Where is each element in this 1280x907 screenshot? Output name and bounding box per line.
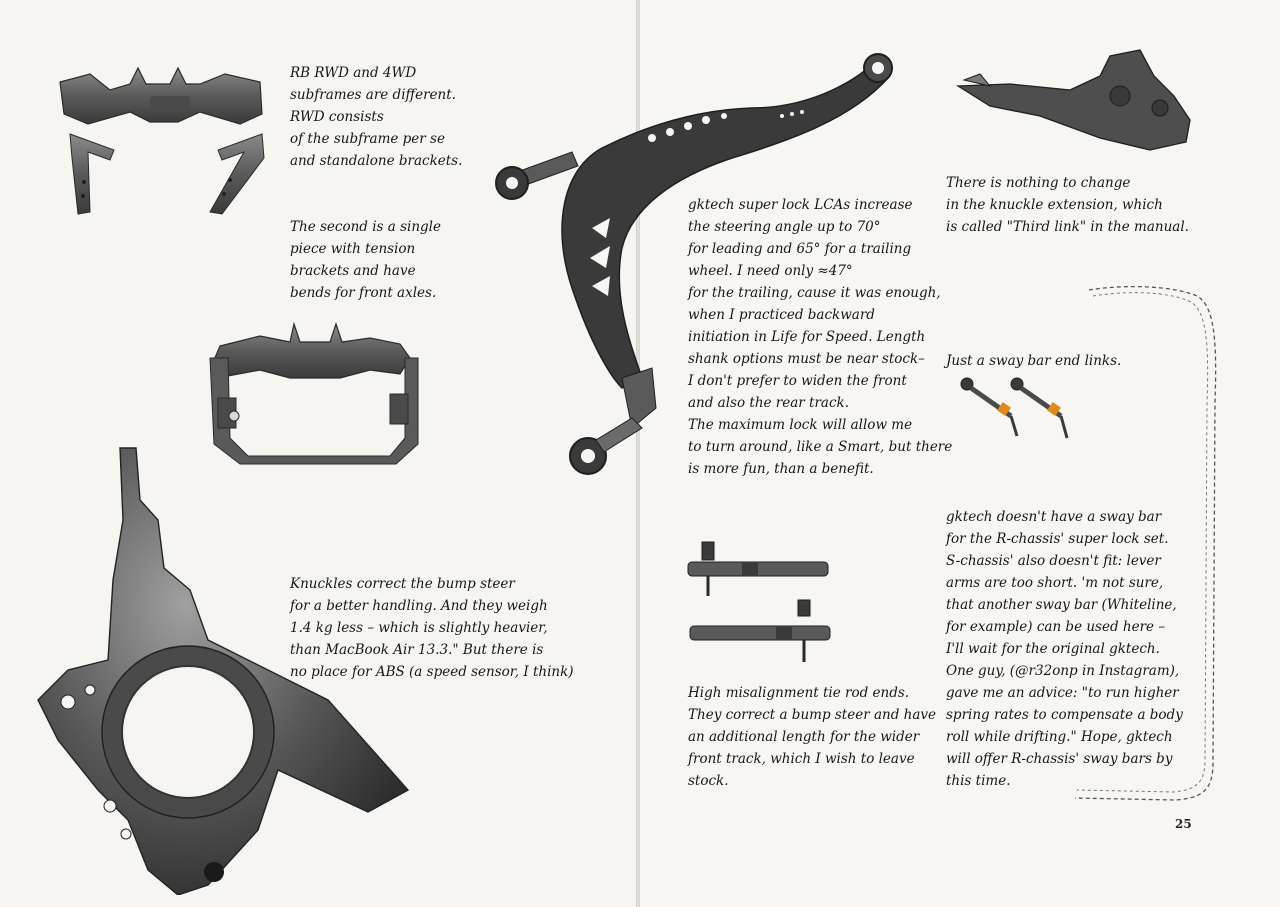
tie-rods-text: High misalignment tie rod ends. They correct a bump steer and have an additional length for the wider front track, which I wish to leave stock. bbox=[688, 685, 936, 789]
knuckle-extension-text: There is nothing to change in the knuckle extension, which is called "Third link" in the manual. bbox=[946, 175, 1189, 235]
second-subframe-text: The second is a single piece with tension brackets and have bends for front axles. bbox=[290, 219, 441, 301]
subframes-text: RB RWD and 4WD subframes are different. RWD consists of the subframe per se and standalone brackets. bbox=[290, 65, 463, 169]
rwd-subframe-icon bbox=[50, 62, 280, 222]
sway-links-text: Just a sway bar end links. bbox=[946, 353, 1122, 369]
tie-rod-ends-icon bbox=[686, 538, 836, 668]
missing-sway-bar-outline bbox=[1065, 282, 1230, 807]
sway-bar-text: gktech doesn't have a sway bar for the R-chassis' super lock set. S-chassis' also doesn't fit: lever arms are too short. 'm not sure, that another sway bar (Whiteline, for example) can be used here – I'll wait for the original gktech. One guy, (@r32onp in Instagram), gave me an advice: "to run higher spring rates to compensate a body roll while drifting." Hope, gktech will offer R-chassis' sway bars by this time. bbox=[946, 509, 1183, 789]
knuckles-text: Knuckles correct the bump steer for a better handling. And they weigh 1.4 kg less – which is slightly heavier, than MacBook Air 13.3." But there is no place for ABS (a speed sensor, I think) bbox=[290, 576, 574, 680]
page-number: 25 bbox=[1175, 817, 1192, 831]
knuckle-extension-icon bbox=[950, 46, 1200, 156]
lca-text: gktech super lock LCAs increase the steering angle up to 70° for leading and 65° for a trailing wheel. I need only ≈47° for the trailing, cause it was enough, when I practiced backward initiation in Life for Speed. Length shank options must be near stock– I don't prefer to widen the front and also the rear track. The maximum lock will allow me to turn around, like a Smart, but there is more fun, than a benefit. bbox=[688, 197, 953, 477]
